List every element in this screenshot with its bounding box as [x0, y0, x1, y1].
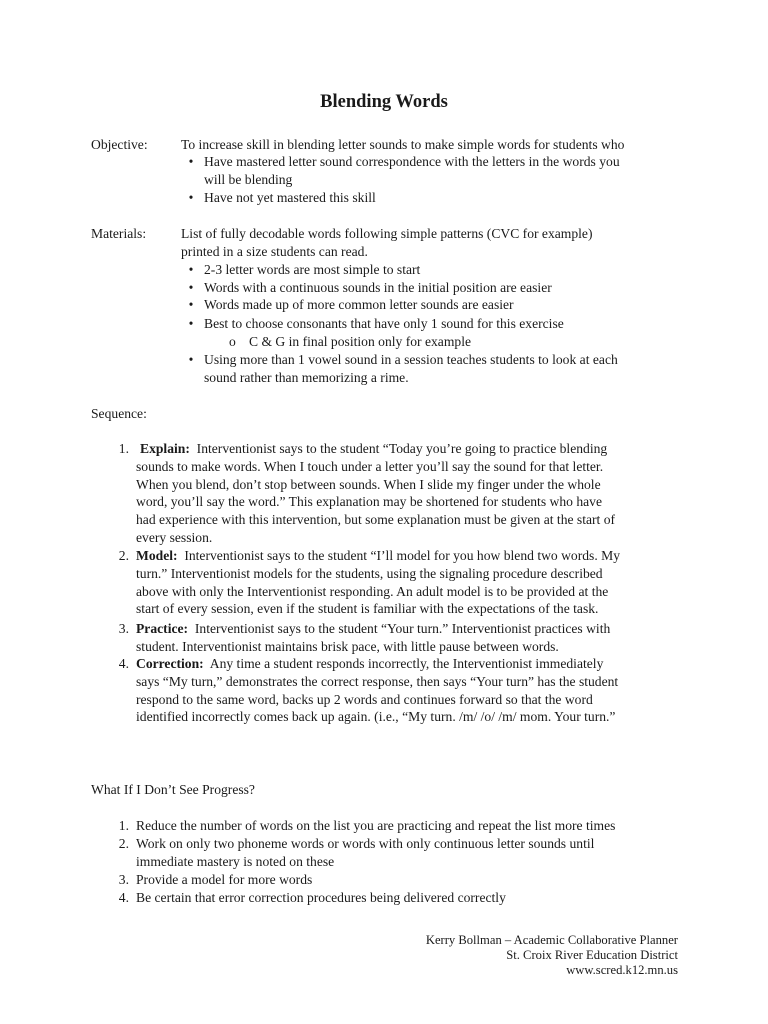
- sequence-item-explain: Explain: Interventionist says to the student “Today you’re going to practice blending sounds to make words. When I touch under a letter you’ll say the sound for that letter. When you blend, don’t stop between sounds. When I slide my finger under the whole word, you’ll say the word.” This explanation may be shortened for students who have had experience with this intervention, but some explanation must be given at the start of every session.: [136, 441, 616, 545]
- objective-intro: To increase skill in blending letter sounds to make simple words for students who: [181, 137, 625, 152]
- objective-bullet-1: Have mastered letter sound correspondence with the letters in the words you will be blending: [204, 154, 620, 187]
- sequence-item-correction: Correction: Any time a student responds incorrectly, the Interventionist immediately says “My turn,” demonstrates the correct response, then says “Your turn” has the student respond to the same word, backs up 2 words and continues forward so that the word identified incorrectly comes back up again. (i.e., “My turn. /m/ /o/ /m/ mom. Your turn.”: [136, 656, 619, 725]
- materials-label: Materials:: [91, 226, 147, 241]
- sequence-item-practice: Practice: Interventionist says to the student “Your turn.” Interventionist practices with student. Interventionist maintains brisk pace, with little pause between words.: [136, 621, 611, 654]
- sequence-item-number: 4.: [118, 656, 129, 671]
- progress-item-1: Reduce the number of words on the list you are practicing and repeat the list more times: [136, 818, 616, 833]
- objective-bullet-icon: •: [188, 190, 194, 205]
- materials-intro: List of fully decodable words following simple patterns (CVC for example) printed in a size students can read.: [181, 226, 593, 259]
- progress-item-2: Work on only two phoneme words or words with only continuous letter sounds until immediate mastery is noted on these: [136, 836, 595, 869]
- materials-bullet-4: Best to choose consonants that have only 1 sound for this exercise: [204, 316, 564, 331]
- materials-bullet-icon: •: [188, 352, 194, 367]
- sequence-item-number: 2.: [118, 548, 129, 563]
- materials-bullet-icon: •: [188, 316, 194, 331]
- progress-item-number: 1.: [118, 818, 129, 833]
- objective-bullet-icon: •: [188, 154, 194, 169]
- materials-bullet-icon: •: [188, 297, 194, 312]
- progress-item-number: 4.: [118, 890, 129, 905]
- materials-bullet-icon: •: [188, 262, 194, 277]
- footer-author: Kerry Bollman – Academic Collaborative Planner: [425, 933, 678, 947]
- progress-item-number: 3.: [118, 872, 129, 887]
- progress-item-3: Provide a model for more words: [136, 872, 313, 887]
- sequence-item-number: 1.: [118, 441, 129, 456]
- page-title: Blending Words: [320, 92, 448, 112]
- progress-heading: What If I Don’t See Progress?: [91, 782, 255, 797]
- footer-website: www.scred.k12.mn.us: [566, 963, 678, 977]
- sequence-item-number: 3.: [118, 621, 129, 636]
- materials-bullet-5: Using more than 1 vowel sound in a session teaches students to look at each sound rather than memorizing a rime.: [204, 352, 618, 385]
- progress-item-number: 2.: [118, 836, 129, 851]
- sequence-item-model: Model: Interventionist says to the student “I’ll model for you how blend two words. My turn.” Interventionist models for the students, using the signaling procedure described above with only the Interventionist responding. An adult model is to be provided at the start of every session, even if the student is familiar with the expectations of the task.: [136, 548, 621, 617]
- materials-bullet-1: 2-3 letter words are most simple to start: [204, 262, 421, 277]
- materials-sub-bullet: C & G in final position only for example: [249, 334, 472, 349]
- materials-bullet-3: Words made up of more common letter sounds are easier: [204, 297, 514, 312]
- objective-bullet-2: Have not yet mastered this skill: [204, 190, 376, 205]
- materials-bullet-icon: •: [188, 280, 194, 295]
- sequence-label: Sequence:: [91, 406, 147, 421]
- objective-label: Objective:: [91, 137, 148, 152]
- footer-organization: St. Croix River Education District: [506, 948, 678, 962]
- materials-sub-bullet-icon: o: [229, 334, 236, 349]
- materials-bullet-2: Words with a continuous sounds in the initial position are easier: [204, 280, 552, 295]
- progress-item-4: Be certain that error correction procedures being delivered correctly: [136, 890, 506, 905]
